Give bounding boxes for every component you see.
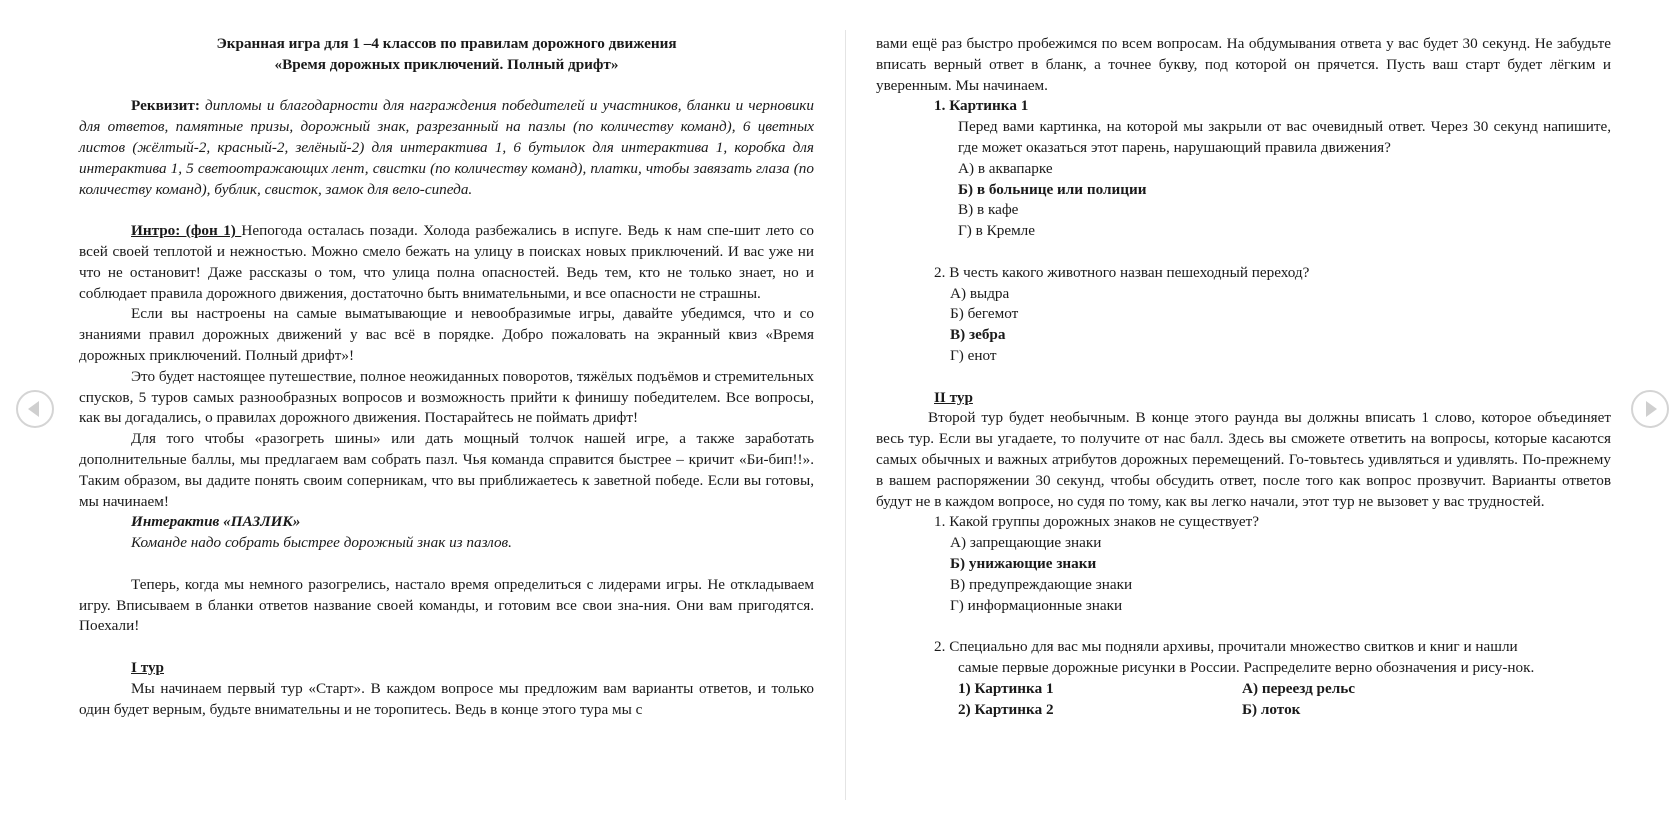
next-page-button[interactable]: [1631, 390, 1669, 428]
question-title: 2. В честь какого животного назван пешеходный переход?: [934, 263, 1310, 281]
tour1-text: Мы начинаем первый тур «Старт». В каждом вопросе мы предложим вам варианты ответов, и только один будет верным, будьте внимательны и не торопитесь. Ведь в конце этого тура мы с: [79, 679, 814, 718]
chevron-right-icon: [1646, 401, 1657, 417]
question-title: 1. Картинка 1: [934, 97, 1029, 115]
matching-right: А) переезд рельс: [1242, 679, 1356, 697]
document-subtitle: «Время дорожных приключений. Полный дрифт»: [274, 55, 619, 73]
paragraph-leaders: Теперь, когда мы немного разогрелись, настало время определиться с лидерами игры. Не откладываем игру. Вписываем в бланки ответов название своей команды, и готовим все свои зна-ния. Они вам пригодятся. Поехали!: [79, 575, 814, 635]
paragraph-journey: Это будет настоящее путешествие, полное неожиданных поворотов, тяжёлых подъёмов и стремительных спусков, 5 туров самых разнообразных вопросов и возможность прийти к финишу победителем. Все вопросы, как вы догадались, о правилах дорожного движения. Постарайтесь не поймать дрифт!: [79, 367, 814, 427]
answer-option: А) в аквапарке: [958, 159, 1053, 177]
answer-option: А) запрещающие знаки: [950, 534, 1102, 552]
chevron-left-icon: [28, 401, 39, 417]
intro-text: Непогода осталась позади. Холода разбежались в испуге. Ведь к нам спе-шит лето со всей своей теплотой и нежностью. Можно смело бежать на улицу в поисках новых приключений. И вас уже ни что не остановит! Даже рассказы о том, что улица полна опасностей. Ведь тем, кто не только знает, но и соблюдает правила дорожного движения, достаточно быть внимательными, и все опасности не страшны.: [79, 222, 814, 302]
matching-row: [876, 679, 1611, 700]
interactive-title: Интерактив «ПАЗЛИК»: [131, 513, 301, 531]
requisites-paragraph: [79, 96, 814, 200]
answer-option: А) выдра: [950, 284, 1010, 302]
matching-right: Б) лоток: [1242, 700, 1301, 718]
previous-page-button[interactable]: [16, 390, 54, 428]
answer-option-correct: В) зебра: [950, 326, 1006, 344]
answer-option: В) предупреждающие знаки: [950, 575, 1133, 593]
page-divider: [845, 30, 846, 800]
answer-option-correct: Б) унижающие знаки: [950, 554, 1097, 572]
matching-row: [876, 700, 1611, 721]
left-page: [79, 34, 814, 720]
paragraph-welcome: Если вы настроены на самые выматывающие и невообразимые игры, давайте убедимся, что и со знаниями правил дорожных движений у вас всё в порядке. Добро пожаловать на экранный квиз «Время дорожных приключений. Полный дрифт»!: [79, 305, 814, 364]
answer-option: Г) в Кремле: [958, 222, 1035, 240]
question-text: самые первые дорожные рисунки в России. Распределите верно обозначения и рису-нок.: [958, 658, 1535, 676]
matching-left: 1) Картинка 1: [958, 679, 1054, 697]
question-title: 1. Какой группы дорожных знаков не существует?: [934, 513, 1259, 531]
document-title: Экранная игра для 1 –4 классов по правилам дорожного движения: [216, 35, 677, 52]
right-page: [876, 34, 1611, 720]
intro-paragraph: [79, 221, 814, 304]
question-text: Перед вами картинка, на которой мы закрыли от вас очевидный ответ. Через 30 секунд напишите, где может оказаться этот парень, нарушающий правила движения?: [958, 118, 1611, 156]
continuation-paragraph: вами ещё раз быстро пробежимся по всем вопросам. На обдумывания ответа у вас будет 30 секунд. Не забудьте вписать верный ответ в бланк, а точнее букву, под которой он прячется. Пусть ваш старт будет лёгким и уверенным. Мы начинаем.: [876, 35, 1611, 94]
tour2-heading: II тур: [934, 388, 973, 406]
paragraph-puzzle: Для того чтобы «разогреть шины» или дать мощный толчок нашей игре, а также заработать дополнительные баллы, мы предлагаем вам собрать пазл. Чья команда справится быстрее – кричит «Би-бип!!». Таким образом, вы дадите понять своим соперникам, что вы приближаетесь к заветной победе. Если вы готовы, мы начинаем!: [79, 430, 814, 510]
answer-option-correct: Б) в больнице или полиции: [958, 180, 1147, 198]
tour1-heading: I тур: [131, 658, 165, 676]
intro-label: Интро: (фон 1): [131, 222, 242, 240]
interactive-text: Команде надо собрать быстрее дорожный знак из пазлов.: [131, 534, 512, 552]
question-title: 2. Специально для вас мы подняли архивы, прочитали множество свитков и книг и нашли: [934, 638, 1518, 656]
answer-option: Б) бегемот: [950, 305, 1019, 323]
answer-option: Г) енот: [950, 346, 997, 364]
answer-option: В) в кафе: [958, 201, 1019, 219]
answer-option: Г) информационные знаки: [950, 596, 1123, 614]
matching-left: 2) Картинка 2: [958, 700, 1054, 718]
requisites-text: дипломы и благодарности для награждения победителей и участников, бланки и черновики для ответов, памятные призы, дорожный знак, разрезанный на пазлы (по количеству команд), 6 цветных листов (жёлтый-2, красный-2, зелёный-2) для интерактива 1, 6 бутылок для интерактива 1, коробка для интерактива 1, 5 светоотражающих лент, свистки (по количеству команд), платки, чтобы завязать глаза (по количеству команд), бублик, свисток, замок для вело-сипеда.: [79, 97, 814, 198]
tour2-text: Второй тур будет необычным. В конце этого раунда вы должны вписать 1 слово, которое объединяет весь тур. Если вы угадаете, то получите от нас балл. Здесь вы сможете ответить на вопросы, которые касаются самых обычных и важных атрибутов дорожных перемещений. Го-товьтесь удивляться и удивлять. По-прежнему в вашем распоряжении 30 секунд, чтобы обсудить ответ, после того как вопрос прозвучит. Варианты ответов будут не в каждом вопросе, но судя по тому, как вы легко начали, этот тур не вызовет у вас трудностей.: [876, 409, 1611, 510]
requisites-label: Реквизит:: [131, 97, 200, 115]
